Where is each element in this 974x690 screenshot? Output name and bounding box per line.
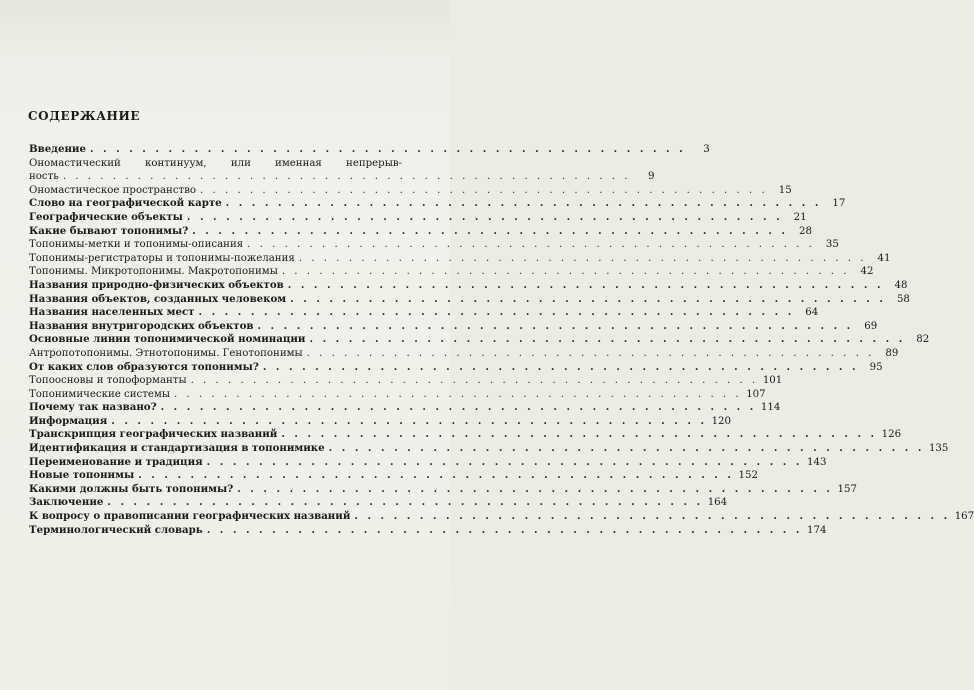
toc-entry-title: Названия объектов, созданных человеком (29, 292, 287, 305)
toc-entry-title: К вопросу о правописании географических названий (29, 510, 351, 523)
toc-entry[interactable] (29, 224, 812, 239)
toc-entry-page-number: 107 (746, 388, 766, 400)
dot-leader: . . . . . . . . . . . . . . . . . . . . . . . . . . . . . . . . . . . . . . . . . . . . . . (173, 388, 742, 400)
toc-entry[interactable] (29, 428, 902, 442)
toc-entry-title: Основные линии топонимической номинации (29, 333, 306, 346)
dot-leader: . . . . . . . . . . . . . . . . . . . . . . . . . . . . . . . . . . . . . . . . . . . . . . (198, 306, 795, 319)
dot-leader: . . . . . . . . . . . . . . . . . . . . . . . . . . . . . . . . . . . . . . . . . . . . . . (287, 278, 884, 291)
toc-entry[interactable] (29, 265, 874, 279)
toc-entry-title: Топонимы. Микротопонимы. Макротопонимы (29, 266, 278, 278)
toc-entry-page-number: 28 (799, 225, 812, 237)
dot-leader: . . . . . . . . . . . . . . . . . . . . . . . . . . . . . . . . . . . . . . . . . . . . . . (62, 171, 631, 183)
toc-entry-page-number: 42 (860, 266, 874, 278)
toc-entry-page-number: 82 (916, 334, 930, 346)
toc-entry[interactable] (29, 388, 766, 402)
toc-entry-title-line1: Ономастический континуум, или именная непрерыв- (29, 157, 402, 169)
toc-entry-title: Транскрипция географических названий (29, 428, 278, 441)
toc-entry-page-number: 35 (825, 239, 839, 251)
toc-entry-page-number: 3 (703, 144, 710, 155)
toc-entry-page-number: 126 (881, 429, 902, 441)
toc-entry-title: Какие бывают топонимы? (29, 224, 189, 237)
toc-entry-page-number: 17 (832, 198, 846, 210)
dot-leader: . . . . . . . . . . . . . . . . . . . . . . . . . . . . . . . . . . . . . . . . . . . . . . (192, 224, 788, 237)
toc-entry[interactable] (29, 306, 819, 320)
toc-entry-page-number: 174 (807, 524, 827, 536)
toc-entry-page-number: 48 (894, 279, 908, 291)
dot-leader: . . . . . . . . . . . . . . . . . . . . . . . . . . . . . . . . . . . . . . . . . . . . . . (328, 442, 925, 455)
toc-entry[interactable] (29, 333, 930, 347)
toc-entry-title: Введение (29, 143, 86, 155)
dot-leader: . . . . . . . . . . . . . . . . . . . . . . . . . . . . . . . . . . . . . . . . . . . . . . (107, 496, 704, 509)
dot-leader: . . . . . . . . . . . . . . . . . . . . . . . . . . . . . . . . . . . . . . . . . . . . . . (190, 375, 759, 387)
dot-leader: . . . . . . . . . . . . . . . . . . . . . . . . . . . . . . . . . . . . . . . . . . . . . . (257, 319, 854, 332)
dot-leader: . . . . . . . . . . . . . . . . . . . . . . . . . . . . . . . . . . . . . . . . . . . . . . (281, 428, 878, 441)
toc-entry[interactable] (29, 496, 728, 510)
toc-entry-title: Названия населенных мест (29, 306, 195, 319)
table-of-contents (29, 143, 974, 537)
toc-entry-title: Антропотопонимы. Этнотопонимы. Генотопонимы (29, 347, 303, 359)
toc-entry-title: Слово на географической карте (29, 197, 222, 210)
toc-entry-title: Почему так названо? (29, 401, 157, 414)
dot-leader: . . . . . . . . . . . . . . . . . . . . . . . . . . . . . . . . . . . . . . . . . . . . . . (160, 401, 757, 414)
toc-entry[interactable] (29, 414, 732, 429)
toc-entry[interactable] (29, 455, 827, 470)
dot-leader: . . . . . . . . . . . . . . . . . . . . . . . . . . . . . . . . . . . . . . . . . . . . . . (309, 333, 906, 346)
toc-entry[interactable] (29, 157, 655, 184)
toc-entry-title: ность (29, 171, 59, 183)
toc-entry[interactable] (29, 184, 792, 198)
toc-entry[interactable] (29, 252, 891, 266)
toc-entry[interactable] (29, 292, 910, 307)
dot-leader: . . . . . . . . . . . . . . . . . . . . . . . . . . . . . . . . . . . . . . . . . . . . . . (247, 239, 815, 251)
toc-entry-page-number: 164 (707, 497, 728, 509)
toc-entry-page-number: 41 (877, 252, 891, 264)
toc-entry-page-number: 101 (762, 375, 783, 387)
toc-entry-page-number: 135 (928, 443, 949, 455)
dot-leader: . . . . . . . . . . . . . . . . . . . . . . . . . . . . . . . . . . . . . . . . . . . . . . (306, 347, 875, 359)
toc-entry-title: Переименование и традиция (29, 455, 203, 468)
toc-entry-page-number: 143 (806, 456, 827, 468)
toc-entry[interactable] (29, 319, 878, 334)
toc-entry-page-number: 120 (711, 415, 732, 427)
toc-entry-page-number: 95 (869, 361, 883, 373)
toc-entry-page-number: 114 (760, 402, 781, 414)
toc-entry[interactable] (29, 482, 857, 497)
toc-entry-title: Ономастическое пространство (29, 184, 197, 196)
toc-entry-title: Заключение (29, 496, 104, 509)
dot-leader: . . . . . . . . . . . . . . . . . . . . . . . . . . . . . . . . . . . . . . . . . . . . . . (290, 292, 886, 305)
toc-entry-title: Названия природно-физических объектов (29, 278, 284, 291)
dot-leader: . . . . . . . . . . . . . . . . . . . . . . . . . . . . . . . . . . . . . . . . . . . . . . (206, 455, 803, 468)
toc-entry[interactable] (29, 278, 908, 293)
toc-entry-title: Названия внутригородских объектов (29, 319, 254, 332)
dot-leader: . . . . . . . . . . . . . . . . . . . . . . . . . . . . . . . . . . . . . . . . . . . . . . (298, 252, 867, 264)
dot-leader: . . . . . . . . . . . . . . . . . . . . . . . . . . . . . . . . . . . . . . . . . . . . . . (111, 414, 708, 427)
toc-entry-page-number: 157 (837, 483, 857, 495)
toc-entry[interactable] (29, 238, 839, 252)
dot-leader: . . . . . . . . . . . . . . . . . . . . . . . . . . . . . . . . . . . . . . . . . . . . . . (200, 184, 768, 196)
toc-entry-page-number: 152 (738, 470, 758, 482)
dot-leader: . . . . . . . . . . . . . . . . . . . . . . . . . . . . . . . . . . . . . . . . . . . . . . (206, 523, 803, 536)
toc-entry-page-number: 89 (885, 347, 899, 359)
dot-leader: . . . . . . . . . . . . . . . . . . . . . . . . . . . . . . . . . . . . . . . . . . . . . . (138, 469, 734, 482)
toc-entry-title: Какими должны быть топонимы? (29, 482, 234, 495)
dot-leader: . . . . . . . . . . . . . . . . . . . . . . . . . . . . . . . . . . . . . . . . . . . . . . (225, 197, 822, 210)
toc-entry-page-number: 69 (864, 320, 878, 332)
toc-entry-title: Топонимы-метки и топонимы-описания (29, 239, 244, 251)
toc-entry-title: Терминологический словарь (29, 523, 203, 536)
toc-entry-page-number: 15 (778, 184, 792, 196)
toc-entry-page-number: 167 (954, 511, 974, 523)
toc-entry[interactable] (29, 360, 883, 375)
toc-entry[interactable] (29, 347, 899, 361)
dot-leader: . . . . . . . . . . . . . . . . . . . . . . . . . . . . . . . . . . . . . . . . . . . . . . (89, 143, 686, 155)
dot-leader: . . . . . . . . . . . . . . . . . . . . . . . . . . . . . . . . . . . . . . . . . . . . . . (354, 510, 951, 523)
toc-entry[interactable] (29, 442, 949, 456)
dot-leader: . . . . . . . . . . . . . . . . . . . . . . . . . . . . . . . . . . . . . . . . . . . . . . (262, 360, 859, 373)
toc-entry-page-number: 64 (805, 307, 819, 319)
toc-entry-title: От каких слов образуются топонимы? (29, 360, 259, 373)
toc-entry-title: Информация (29, 414, 108, 427)
dot-leader: . . . . . . . . . . . . . . . . . . . . . . . . . . . . . . . . . . . . . . . . . . . . . . (186, 210, 783, 223)
dot-leader: . . . . . . . . . . . . . . . . . . . . . . . . . . . . . . . . . . . . . . . . . . . . . . (237, 482, 833, 495)
bleed-through-decoration (150, 0, 450, 150)
toc-entry-title: Топонимические системы (29, 388, 170, 400)
toc-entry-title: Топонимы-регистраторы и топонимы-пожелания (29, 252, 295, 264)
toc-entry[interactable] (29, 510, 974, 524)
dot-leader: . . . . . . . . . . . . . . . . . . . . . . . . . . . . . . . . . . . . . . . . . . . . . . (281, 266, 850, 278)
toc-entry-title: Топоосновы и топоформанты (29, 375, 187, 387)
toc-heading: СОДЕРЖАНИЕ (28, 109, 141, 123)
toc-entry-title: Идентификация и стандартизация в топонимике (29, 442, 325, 455)
toc-entry-page-number: 9 (648, 171, 655, 183)
toc-entry-title: Географические объекты (29, 210, 183, 223)
toc-entry[interactable] (29, 523, 827, 538)
toc-entry[interactable] (29, 197, 846, 211)
toc-entry[interactable] (29, 401, 781, 415)
toc-entry-page-number: 21 (793, 211, 807, 223)
toc-entry[interactable] (29, 469, 758, 483)
toc-entry-page-number: 58 (896, 293, 910, 305)
toc-entry[interactable] (29, 210, 807, 225)
toc-entry[interactable] (29, 143, 710, 157)
toc-entry[interactable] (29, 374, 783, 388)
toc-entry-title: Новые топонимы (29, 469, 135, 482)
